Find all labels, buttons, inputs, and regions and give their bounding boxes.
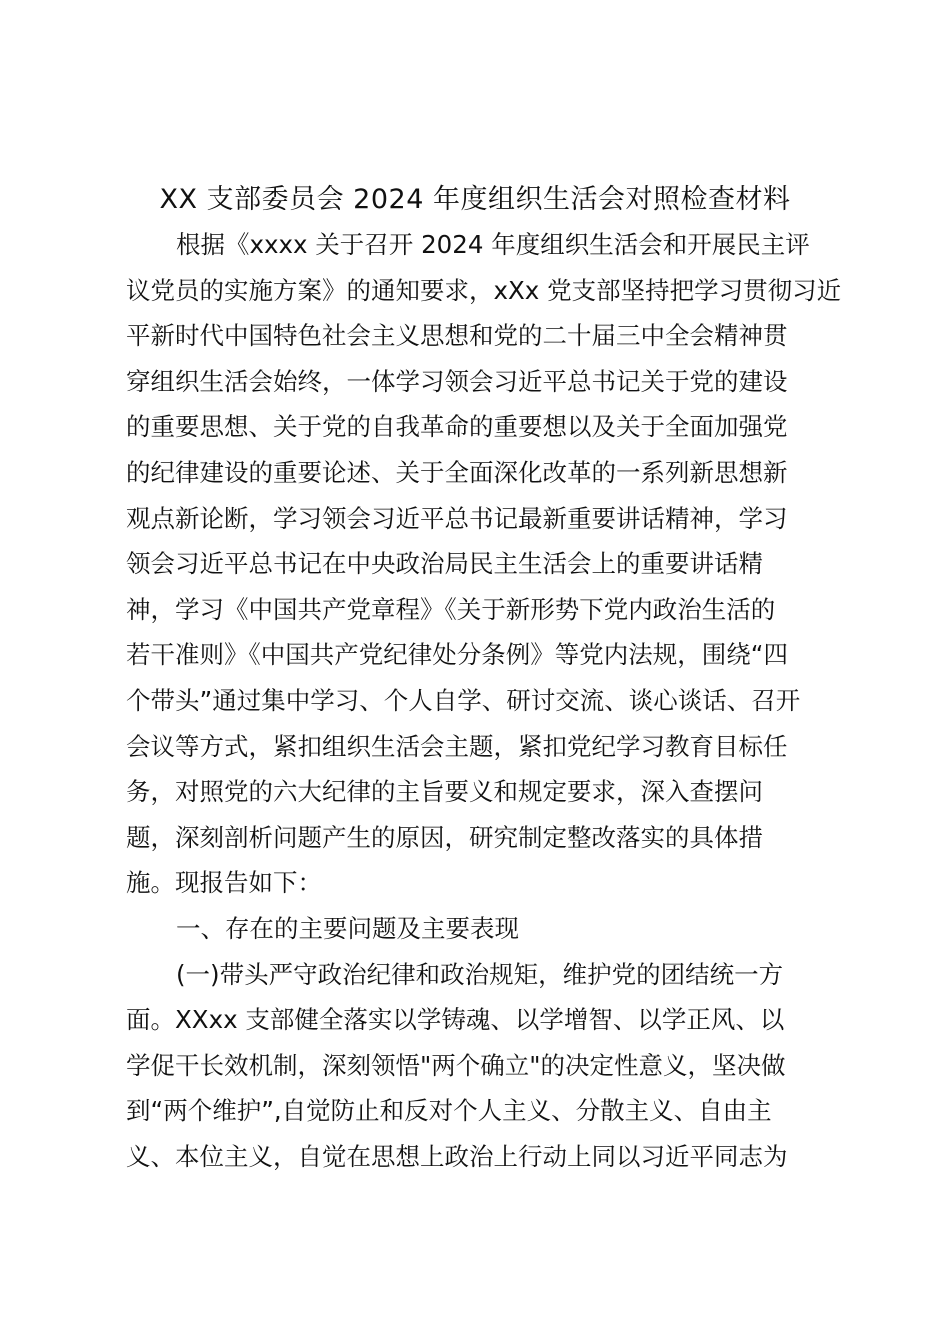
paragraph-line: 神，学习《中国共产党章程》《关于新形势下党内政治生活的: [126, 594, 776, 624]
paragraph-line: 根据《xxxx 关于召开 2024 年度组织生活会和开展民主评: [176, 230, 810, 259]
paragraph-line: 题，深刻剖析问题产生的原因，研究制定整改落实的具体措: [126, 822, 763, 852]
document-body: [126, 222, 842, 1179]
paragraph-line: 到“两个维护”,自觉防止和反对个人主义、分散主义、自由主: [126, 1096, 772, 1126]
section-heading: 一、存在的主要问题及主要表现: [176, 913, 519, 943]
paragraph-line: 领会习近平总书记在中央政治局民主生活会上的重要讲话精: [126, 549, 763, 579]
paragraph-line: 会议等方式，紧扣组织生活会主题，紧扣党纪学习教育目标任: [126, 731, 788, 761]
paragraph-line: 面。XXxx 支部健全落实以学铸魂、以学增智、以学正风、以: [126, 1005, 785, 1035]
document-title: XX 支部委员会 2024 年度组织生活会对照检查材料: [159, 184, 791, 215]
paragraph-line: 的重要思想、关于党的自我革命的重要想以及关于全面加强党: [126, 412, 788, 442]
paragraph-line: 义、本位主义，自觉在思想上政治上行动上同以习近平同志为: [126, 1141, 788, 1171]
paragraph-line: 务，对照党的六大纪律的主旨要义和规定要求，深入查摆问: [126, 777, 763, 807]
paragraph-line: 学促干长效机制，深刻领悟"两个确立"的决定性意义，坚决做: [126, 1050, 786, 1080]
paragraph-line: 平新时代中国特色社会主义思想和党的二十届三中全会精神贯: [126, 321, 788, 351]
subsection-heading-line: (一)带头严守政治纪律和政治规矩，维护党的团结统一方: [176, 959, 784, 989]
paragraph-line: 个带头”通过集中学习、个人自学、研讨交流、谈心谈话、召开: [126, 685, 801, 715]
paragraph-line: 观点新论断，学习领会习近平总书记最新重要讲话精神，学习: [126, 503, 788, 533]
paragraph-line: 议党员的实施方案》的通知要求，xXx 党支部坚持把学习贯彻习近: [126, 275, 842, 305]
paragraph-line: 若干准则》《中国共产党纪律处分条例》等党内法规，围绕“四: [126, 640, 788, 670]
paragraph-line: 施。现报告如下：: [126, 868, 322, 898]
paragraph-line: 穿组织生活会始终，一体学习领会习近平总书记关于党的建设: [126, 366, 788, 396]
paragraph-line: 的纪律建设的重要论述、关于全面深化改革的一系列新思想新: [126, 457, 788, 487]
